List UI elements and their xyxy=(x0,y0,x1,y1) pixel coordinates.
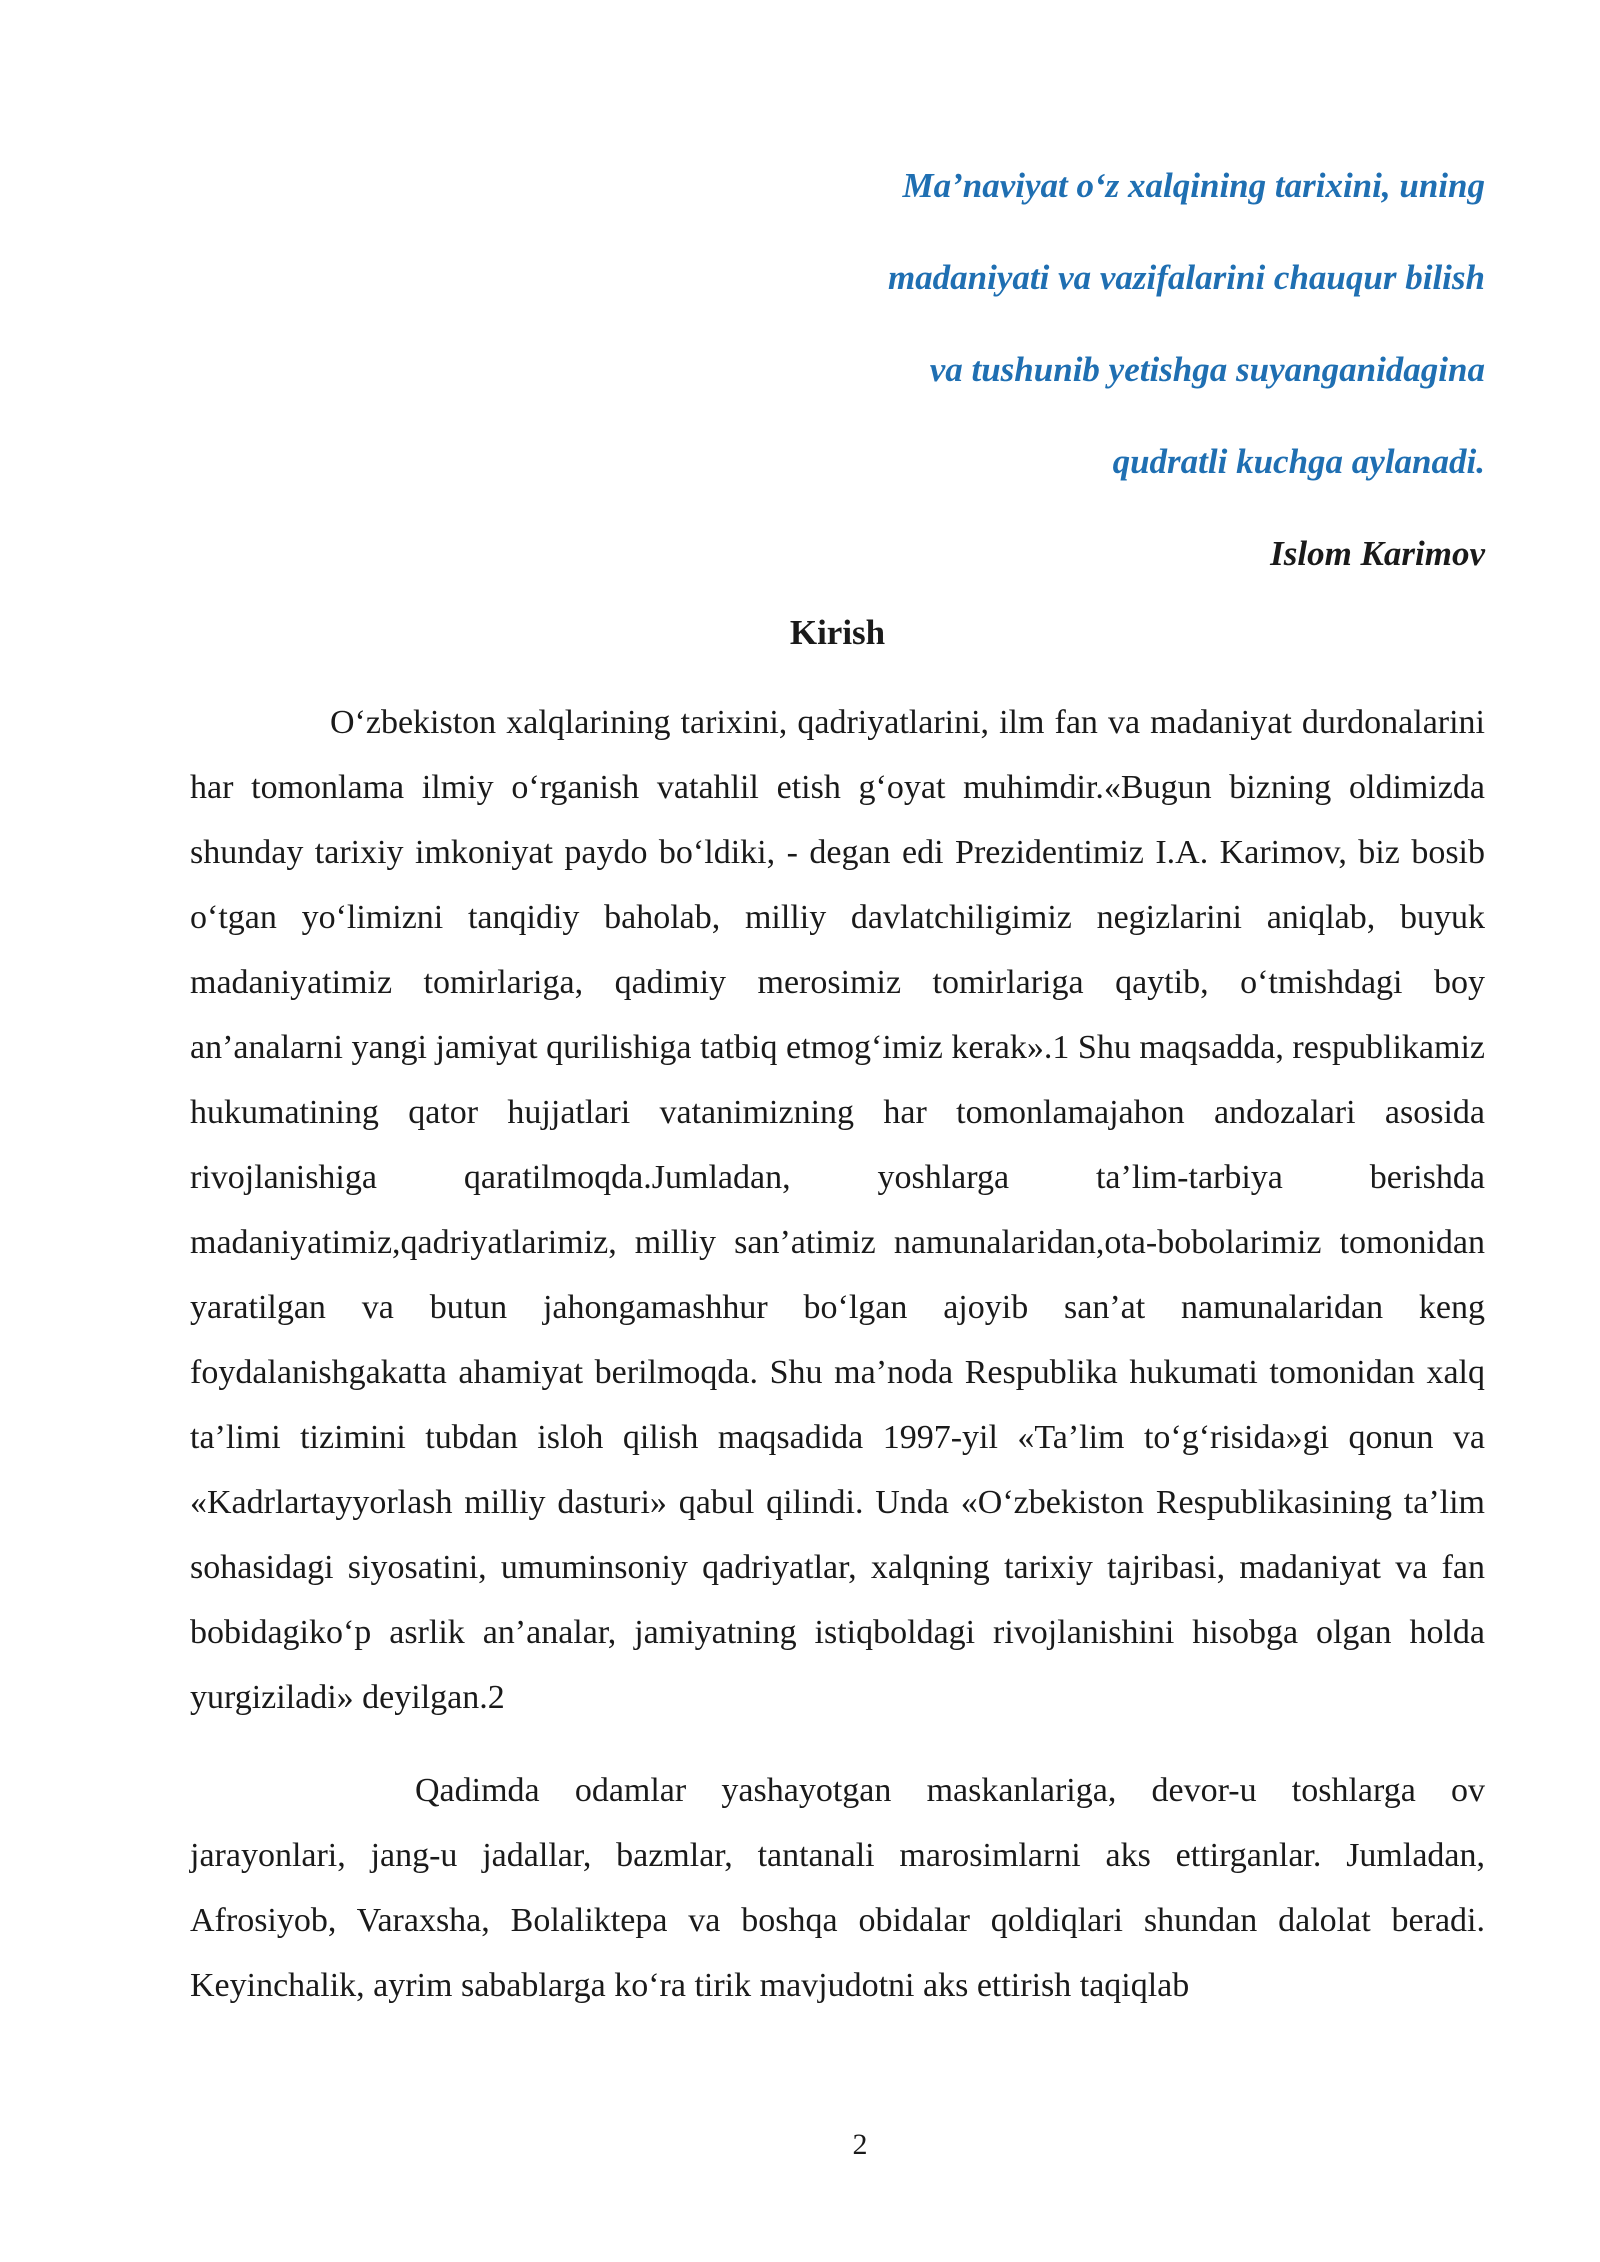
paragraph-history: Qadimda odamlar yashayotgan maskanlariga, devor-u toshlarga ov jarayonlari, jang-u jadallar, bazmlar, tantanali marosimlarni aks ettirganlar. Jumladan, Afrosiyob, Varaxsha, Bolaliktepa va boshqa obidalar qoldiqlari shundan dalolat beradi. Keyinchalik, ayrim sabablarga ko‘ra tirik mavjudotni aks ettirish taqiqlab xyxy=(190,1772,1485,2004)
epigraph xyxy=(820,140,1485,600)
epigraph-line: madaniyati va vazifalarini chauqur bilish xyxy=(887,258,1485,297)
epigraph-line: Ma’naviyat o‘z xalqining tarixini, uning xyxy=(902,166,1485,205)
epigraph-line: va tushunib yetishga suyanganidagina xyxy=(929,350,1485,389)
body-text xyxy=(190,690,1485,2018)
section-heading: Kirish xyxy=(789,613,886,652)
page-number: 2 xyxy=(852,2128,868,2161)
epigraph-line: qudratli kuchga aylanadi. xyxy=(1112,442,1485,481)
paragraph-intro: O‘zbekiston xalqlarining tarixini, qadriyatlarini, ilm fan va madaniyat durdonalarini har tomonlama ilmiy o‘rganish vatahlil etish g‘oyat muhimdir.«Bugun bizning oldimizda shunday tarixiy imkoniyat paydo bo‘ldiki, - degan edi Prezidentimiz I.A. Karimov, biz bosib o‘tgan yo‘limizni tanqidiy baholab, milliy davlatchiligimiz negizlarini aniqlab, buyuk madaniyatimiz tomirlariga, qadimiy merosimiz tomirlariga qaytib, o‘tmishdagi boy an’analarni yangi jamiyat qurilishiga tatbiq etmog‘imiz kerak».1 Shu maqsadda, respublikamiz hukumatining qator hujjatlari vatanimizning har tomonlamajahon andozalari asosida rivojlanishiga qaratilmoqda.Jumladan, yoshlarga ta’lim-tarbiya berishda madaniyatimiz,qadriyatlarimiz, milliy san’atimiz namunalaridan,ota-bobolarimiz tomonidan yaratilgan va butun jahongamashhur bo‘lgan ajoyib san’at namunalaridan keng foydalanishgakatta ahamiyat berilmoqda. Shu ma’noda Respublika hukumati tomonidan xalq ta’limi tizimini tubdan isloh qilish maqsadida 1997-yil «Ta’lim to‘g‘risida»gi qonun va «Kadrlartayyorlash milliy dasturi» qabul qilindi. Unda «O‘zbekiston Respublikasining ta’lim sohasidagi siyosatini, umuminsoniy qadriyatlar, xalqning tarixiy tajribasi, madaniyat va fan bobidagiko‘p asrlik an’analar, jamiyatning istiqboldagi rivojlanishini hisobga olgan holda yurgiziladi» deyilgan.2 xyxy=(190,704,1485,1716)
epigraph-author: Islom Karimov xyxy=(1270,534,1485,573)
